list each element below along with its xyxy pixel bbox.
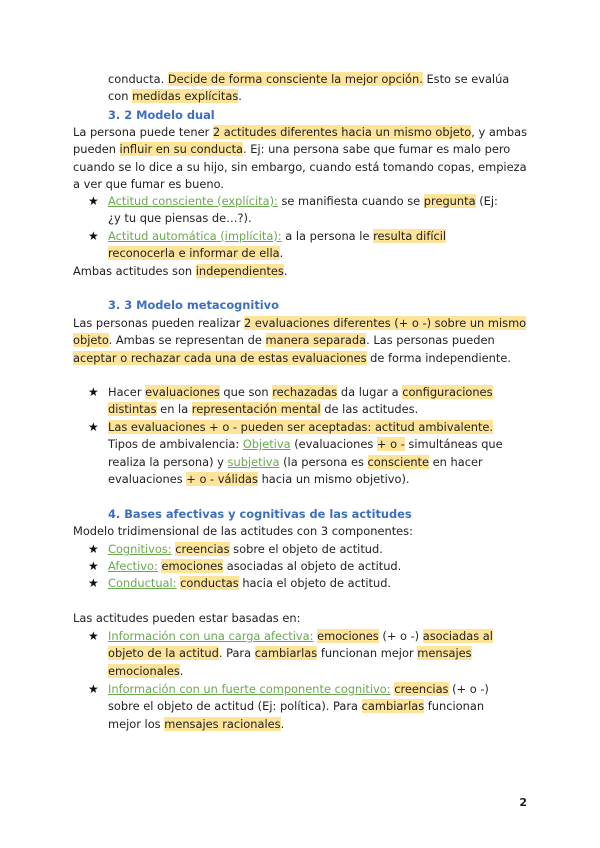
text: de forma independiente. xyxy=(366,350,511,365)
highlight: cambiarlas xyxy=(254,646,318,661)
highlight: 2 evaluaciones diferentes (+ o -) sobre un mismo objeto xyxy=(73,316,527,348)
highlight: resulta difícil reconocerla e informar de ella xyxy=(108,229,447,261)
text: . xyxy=(279,246,284,261)
highlight: mensajes emocionales xyxy=(108,646,472,678)
highlight: conductas xyxy=(180,576,239,590)
text: simultáneas que realiza la persona) y xyxy=(108,437,503,469)
highlight: 2 actitudes diferentes hacia un mismo objeto xyxy=(212,125,472,139)
paragraph-actitudes-basadas: Las actitudes pueden estar basadas en: xyxy=(73,611,301,625)
highlight: + o - válidas xyxy=(186,472,258,487)
term-link: Actitud consciente (explícita): xyxy=(108,194,278,208)
highlight: representación mental xyxy=(191,402,321,417)
star-bullet-icon: ★ xyxy=(88,559,99,573)
paragraph-modelo-metacognitivo xyxy=(73,315,533,367)
highlight: emociones xyxy=(161,559,224,573)
highlight: independientes xyxy=(195,264,284,278)
bullet-afectivo xyxy=(88,558,513,575)
highlight: cambiarlas xyxy=(361,699,425,714)
highlight: emociones xyxy=(317,629,379,643)
text: en hacer evaluaciones xyxy=(108,454,483,487)
highlight: Las evaluaciones + o - pueden ser aceptadas: actitud ambivalente. xyxy=(108,420,494,434)
bullet-cognitivos xyxy=(88,541,513,558)
highlight: Decide de forma consciente la mejor opción. xyxy=(167,72,423,86)
highlight: medidas explícitas xyxy=(132,89,239,104)
text: Esto se evalúa con xyxy=(108,72,510,104)
star-bullet-icon: ★ xyxy=(88,629,99,643)
text: Las personas pueden realizar xyxy=(73,316,245,330)
star-bullet-icon: ★ xyxy=(88,229,99,243)
highlight: configuraciones distintas xyxy=(108,385,493,417)
text: funcionan mejor xyxy=(317,646,418,661)
highlight: asociadas al objeto de la actitud xyxy=(108,629,493,661)
heading-modelo-metacognitivo: 3. 3 Modelo metacognitivo xyxy=(108,298,279,312)
highlight: manera separada xyxy=(265,333,367,348)
star-bullet-icon: ★ xyxy=(88,542,99,556)
highlight: pregunta xyxy=(423,194,476,208)
term-link: subjetiva xyxy=(227,454,280,469)
text: (la persona es xyxy=(279,454,368,469)
text: funcionan mejor los xyxy=(108,699,485,731)
heading-bases-afectivas: 4. Bases afectivas y cognitivas de las actitudes xyxy=(108,507,412,521)
highlight: rechazadas xyxy=(272,385,338,399)
text: a la persona le xyxy=(281,229,374,243)
text: en la xyxy=(156,402,192,417)
term-link: Información con una carga afectiva: xyxy=(108,629,314,643)
term-link: Conductual: xyxy=(108,576,177,590)
text: de las actitudes. xyxy=(320,402,419,417)
bullet-informacion-afectiva xyxy=(88,628,513,680)
highlight: mensajes racionales xyxy=(164,716,281,731)
text: se manifiesta cuando se xyxy=(277,194,424,208)
text: Hacer xyxy=(108,385,146,399)
page-number: 2 xyxy=(519,796,527,809)
bullet-evaluaciones-rechazadas xyxy=(88,384,513,419)
text: . Para xyxy=(218,646,255,661)
text: hacia un mismo objetivo). xyxy=(257,472,410,487)
highlight: consciente xyxy=(367,454,430,469)
text: que son xyxy=(219,385,273,399)
text: . xyxy=(238,89,242,104)
text: conducta. xyxy=(108,72,168,86)
paragraph-ambas-actitudes xyxy=(73,263,533,280)
term-link: Afectivo: xyxy=(108,559,158,573)
term-link: Actitud automática (implícita): xyxy=(108,229,282,243)
text: (evaluaciones xyxy=(290,437,377,452)
bullet-actitud-consciente xyxy=(88,193,513,228)
bullet-informacion-cognitiva xyxy=(88,681,513,733)
star-bullet-icon: ★ xyxy=(88,194,99,208)
highlight: + o - xyxy=(376,437,405,452)
text: (Ej: ¿y tu que piensas de…?). xyxy=(108,194,498,226)
term-link: Información con un fuerte componente cognitivo: xyxy=(108,682,391,696)
text: Ambas actitudes son xyxy=(73,264,196,278)
paragraph-explicit-attitude xyxy=(108,71,513,106)
text: La persona puede tener xyxy=(73,125,213,139)
bullet-actitud-ambivalente xyxy=(88,419,513,489)
highlight: influir en su conducta xyxy=(119,142,244,157)
paragraph-modelo-dual xyxy=(73,124,533,194)
text: . Ambas se representan de xyxy=(108,333,266,348)
text: (+ o -) sobre el objeto de actitud (Ej: política). Para xyxy=(108,682,489,714)
text: . xyxy=(179,663,184,678)
text: Tipos de ambivalencia: xyxy=(108,437,243,452)
text: (+ o -) xyxy=(378,629,423,643)
highlight: creencias xyxy=(394,682,449,696)
star-bullet-icon: ★ xyxy=(88,682,99,696)
text: . xyxy=(280,716,285,731)
paragraph-modelo-tridimensional: Modelo tridimensional de las actitudes con 3 componentes: xyxy=(73,524,413,538)
star-bullet-icon: ★ xyxy=(88,576,99,590)
highlight: creencias xyxy=(175,542,230,556)
term-link: Cognitivos: xyxy=(108,542,172,556)
star-bullet-icon: ★ xyxy=(88,420,99,434)
bullet-actitud-automatica xyxy=(88,228,513,263)
term-link: Objetiva xyxy=(242,437,291,452)
text: hacia el objeto de actitud. xyxy=(238,576,392,590)
star-bullet-icon: ★ xyxy=(88,385,99,399)
bullet-conductual xyxy=(88,575,513,592)
text: . xyxy=(283,264,288,278)
text: . Las personas pueden xyxy=(366,333,495,348)
text: , y ambas pueden xyxy=(73,125,528,157)
text: da lugar a xyxy=(337,385,403,399)
text: asociadas al objeto de actitud. xyxy=(223,559,402,573)
text: sobre el objeto de actitud. xyxy=(229,542,383,556)
text: . Ej: una persona sabe que fumar es malo pero cuando se lo dice a su hijo, sin embargo, cuando está tomando copas, empieza a ver que fumar es bueno. xyxy=(73,142,527,192)
highlight: evaluaciones xyxy=(145,385,220,399)
highlight: aceptar o rechazar cada una de estas evaluaciones xyxy=(73,350,367,365)
heading-modelo-dual: 3. 2 Modelo dual xyxy=(108,108,215,122)
